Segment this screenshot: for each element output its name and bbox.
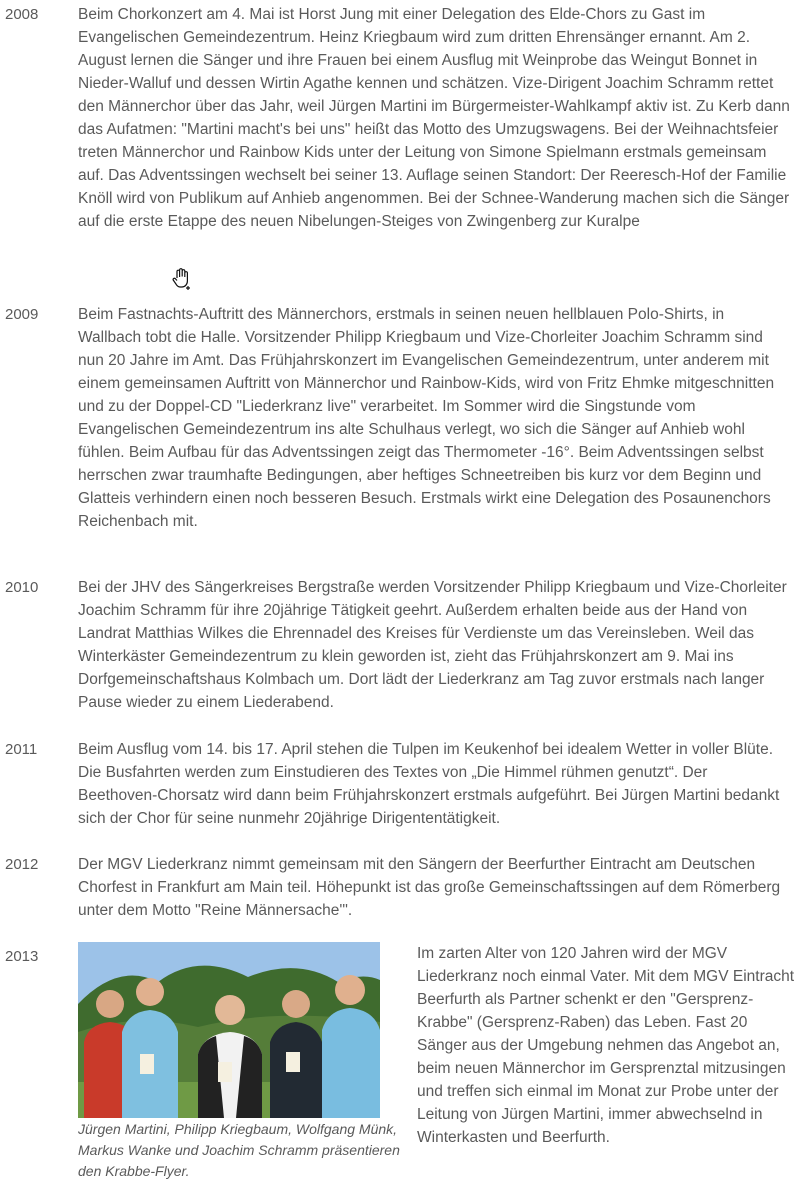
entry-text: Der MGV Liederkranz nimmt gemeinsam mit den Sängern der Beerfurther Eintracht am Deutschen Chorfest in Frankfurt am Main teil. Höhepunkt ist das große Gemeinschaftssingen auf dem Römerberg unter dem Motto "Reine Männersache'". [78, 856, 781, 919]
entry-year: 2008 [5, 6, 39, 23]
entry-year: 2010 [5, 579, 39, 596]
group-photo-illustration [78, 942, 380, 1118]
entry-year: 2013 [5, 948, 39, 965]
entry-year: 2011 [5, 741, 38, 758]
hand-pointer-icon [170, 267, 192, 291]
photo-caption: Jürgen Martini, Philipp Kriegbaum, Wolfgang Münk, Markus Wanke und Joachim Schramm präsentieren den Krabbe-Flyer. [78, 1121, 400, 1179]
entry-text: Beim Ausflug vom 14. bis 17. April stehen die Tulpen im Keukenhof bei idealem Wetter in voller Blüte. Die Busfahrten werden zum Einstudieren des Textes von „Die Himmel rühmen genutzt“. Der Beethoven-Chorsatz wird dann beim Frühjahrskonzert erstmals aufgeführt. Bei Jürgen Martini bedankt sich der Chor für seine nunmehr 20jährige Dirigententätigkeit. [78, 741, 780, 827]
entry-text-2013: Im zarten Alter von 120 Jahren wird der MGV Liederkranz noch einmal Vater. Mit dem MGV Eintracht Beerfurth als Partner schenkt er den "Gersprenz-Krabbe" (Gersprenz-Raben) das Leben. Fast 20 Sänger aus der Umgebung nehmen das Angebot an, beim neuen Männerchor im Gersprenztal mitzusingen und treffen sich einmal im Monat zur Probe unter der Leitung von Jürgen Martini, immer abwechselnd in Winterkasten und Beerfurth. [417, 945, 795, 1146]
group-photo [78, 942, 380, 1118]
entry-text: Beim Fastnachts-Auftritt des Männerchors, erstmals in seinen neuen hellblauen Polo-Shirts, in Wallbach tobt die Halle. Vorsitzender Philipp Kriegbaum und Vize-Chorleiter Joachim Schramm sind nun 20 Jahre im Amt. Das Frühjahrskonzert im Evangelischen Gemeindezentrum, unter anderem mit einem gemeinsamen Auftritt von Männerchor und Rainbow-Kids, wird von Fritz Ehmke mitgeschnitten und zu der Doppel-CD "Liederkranz live" verarbeitet. Im Sommer wird die Singstunde vom Evangelischen Gemeindezentrum ins alte Schulhaus verlegt, wo sich die Sänger auf Anhieb wohl fühlen. Beim Aufbau für das Adventssingen zeigt das Thermometer -16°. Beim Adventssingen selbst herrschen zwar traumhafte Bedingungen, aber heftiges Schneetreiben bis kurz vor dem Beginn und Glatteis verhindern einen noch besseren Besuch. Erstmals wirkt eine Delegation des Posaunenchors Reichenbach mit. [78, 306, 775, 530]
entry-text: Beim Chorkonzert am 4. Mai ist Horst Jung mit einer Delegation des Elde-Chors zu Gast im Evangelischen Gemeindezentrum. Heinz Kriegbaum wird zum dritten Ehrensänger ernannt. Am 2. August lernen die Sänger und ihre Frauen bei einem Ausflug mit Weinprobe das Weingut Bonnet in Nieder-Walluf und dessen Wirtin Agathe kennen und schätzen. Vize-Dirigent Joachim Schramm rettet den Männerchor über das Jahr, weil Jürgen Martini im Bürgermeister-Wahlkampf aktiv ist. Zu Kerb dann das Aufatmen: "Martini macht's bei uns" heißt das Motto des Umzugswagens. Bei der Weihnachtsfeier treten Männerchor und Rainbow Kids unter der Leitung von Simone Spielmann erstmals gemeinsam auf. Das Adventssingen wechselt bei seiner 13. Auflage seinen Standort: Der Reeresch-Hof der Familie Knöll wird von Publikum auf Anhieb angenommen. Bei der Schnee-Wanderung machen sich die Sänger auf die erste Etappe des neuen Nibelungen-Steiges von Zwingenberg zur Kuralpe [78, 6, 790, 230]
entry-text: Bei der JHV des Sängerkreises Bergstraße werden Vorsitzender Philipp Kriegbaum und Vize-Chorleiter Joachim Schramm für ihre 20jährige Tätigkeit geehrt. Außerdem erhalten beide aus der Hand von Landrat Matthias Wilkes die Ehrennadel des Kreises für Verdienste um das Vereinsleben. Weil das Winterkäster Gemeindezentrum zu klein geworden ist, zieht das Frühjahrskonzert am 9. Mai ins Dorfgemeinschaftshaus Kolmbach um. Dort lädt der Liederkranz am Tag zuvor erstmals nach langer Pause wieder zu einem Liederabend. [78, 579, 787, 711]
entry-year: 2012 [5, 856, 39, 873]
entry-year: 2009 [5, 306, 39, 323]
